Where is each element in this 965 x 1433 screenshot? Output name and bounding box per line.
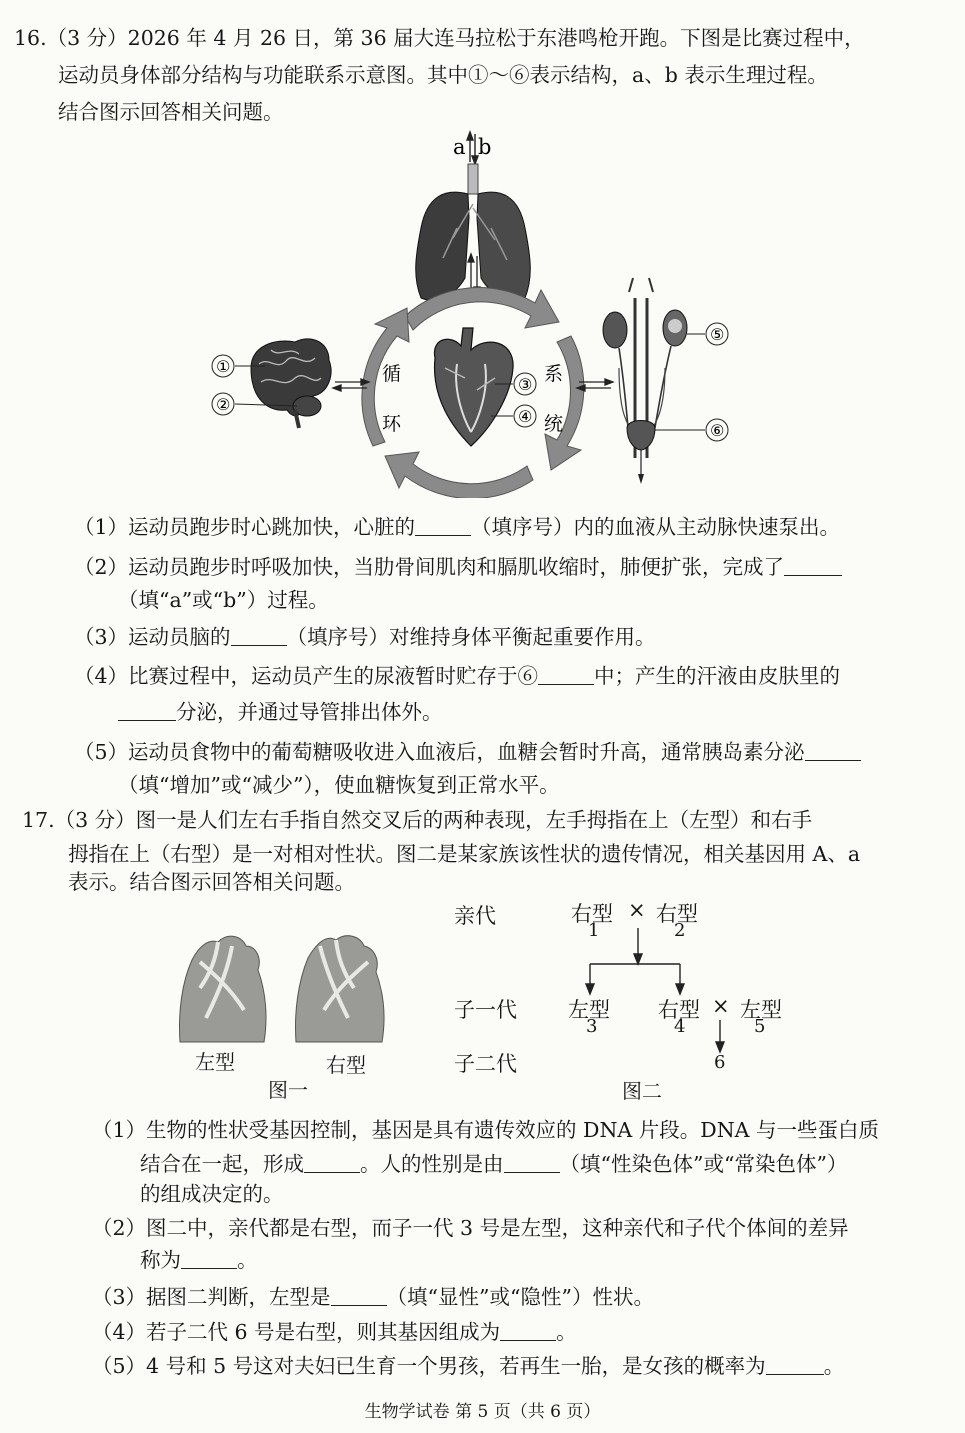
mark-5: ⑤ <box>710 325 725 344</box>
individual-1-trait: 右型 <box>571 902 613 926</box>
q16-sub4-answer-blank-1[interactable] <box>538 664 594 685</box>
right-type-hands-icon <box>296 936 385 1042</box>
fig1-right-label: 右型 <box>326 1053 366 1077</box>
lungs-icon <box>416 164 531 300</box>
q17-sub1-answer-blank-2[interactable] <box>504 1152 560 1173</box>
q16-sub2-answer-blank[interactable] <box>784 555 842 576</box>
q17-sub1-cont: 结合在一起，形成 。人的性别是由 （填“性染色体”或“常染色体”） <box>140 1152 848 1176</box>
q17-stem-line2: 拇指在上（右型）是一对相对性状。图二是某家族该性状的遗传情况，相关基因用 A、a <box>68 842 861 866</box>
q16-sub3-answer-blank[interactable] <box>231 625 287 646</box>
q17-sub2-cont: 称为 。 <box>140 1248 258 1272</box>
individual-5-number: 5 <box>754 1016 766 1037</box>
individual-1-number: 1 <box>588 920 600 941</box>
q16-sub4-cont: 分泌，并通过导管排出体外。 <box>118 698 443 726</box>
hands-figure <box>170 922 400 1047</box>
loop-char-3: 系 <box>544 363 564 385</box>
fig1-left-label: 左型 <box>195 1050 235 1074</box>
loop-char-1: 循 <box>382 363 402 385</box>
left-type-hands-icon <box>180 936 267 1042</box>
q17-sub1: （1）生物的性状受基因控制，基因是具有遗传效应的 DNA 片段。DNA 与一些蛋白质 <box>92 1118 879 1142</box>
page-footer: 生物学试卷 第 5 页（共 6 页） <box>364 1402 601 1422</box>
ab-arrows-icon <box>467 132 478 164</box>
individual-6-number: 6 <box>714 1052 726 1073</box>
mark-4: ④ <box>518 407 533 426</box>
q17-sub4-answer-blank[interactable] <box>500 1320 556 1341</box>
loop-char-4: 统 <box>544 413 564 435</box>
body-systems-diagram <box>195 128 755 498</box>
gen-f2-label: 子二代 <box>454 1052 517 1076</box>
q17-sub3-answer-blank[interactable] <box>331 1285 387 1306</box>
q16-stem-line3: 结合图示回答相关问题。 <box>58 100 284 124</box>
q16-sub5-cont: （填“增加”或“减少”），使血糖恢复到正常水平。 <box>118 773 560 797</box>
urinary-system-icon <box>603 278 687 484</box>
individual-5-trait: 左型 <box>740 998 782 1022</box>
fig2-caption: 图二 <box>622 1079 662 1103</box>
q17-sub2-answer-blank[interactable] <box>181 1248 237 1269</box>
q16-sub3: （3）运动员脑的 （填序号）对维持身体平衡起重要作用。 <box>74 625 656 649</box>
mark-1: ① <box>216 357 231 376</box>
q17-sub1-answer-blank-1[interactable] <box>304 1152 360 1173</box>
parent-cross-symbol: × <box>628 898 646 922</box>
label-a: a <box>453 135 466 159</box>
mark-2: ② <box>216 395 231 414</box>
q16-sub4-answer-blank-2[interactable] <box>118 700 176 721</box>
loop-char-2: 环 <box>382 413 402 435</box>
label-b: b <box>478 135 492 159</box>
f1-cross-symbol: × <box>712 994 730 1018</box>
q16-stem-line2: 运动员身体部分结构与功能联系示意图。其中①～⑥表示结构，a、b 表示生理过程。 <box>58 63 828 87</box>
individual-3-trait: 左型 <box>568 998 610 1022</box>
individual-2-number: 2 <box>674 920 686 941</box>
q17-sub2: （2）图二中，亲代都是右型，而子一代 3 号是左型，这种亲代和子代个体间的差异 <box>92 1216 849 1240</box>
q16-sub1-answer-blank[interactable] <box>415 515 471 536</box>
q16-sub1: （1）运动员跑步时心跳加快，心脏的 （填序号）内的血液从主动脉快速泵出。 <box>74 515 841 539</box>
q17-sub4: （4）若子二代 6 号是右型，则其基因组成为 。 <box>92 1320 577 1344</box>
pedigree-lines <box>560 920 780 1060</box>
fig1-caption: 图一 <box>268 1078 308 1102</box>
mark-3: ③ <box>518 375 533 394</box>
q16-stem-line1: 16.（3 分）2026 年 4 月 26 日，第 36 届大连马拉松于东港鸣枪开跑。下图是比赛过程中， <box>14 26 865 50</box>
q17-sub5: （5）4 号和 5 号这对夫妇已生育一个男孩，若再生一胎，是女孩的概率为 。 <box>92 1354 845 1378</box>
individual-3-number: 3 <box>586 1016 598 1037</box>
gen-f1-label: 子一代 <box>454 998 517 1022</box>
gen-parent-label: 亲代 <box>454 904 496 928</box>
mark-6: ⑥ <box>710 421 725 440</box>
q17-sub1-end: 的组成决定的。 <box>140 1182 284 1206</box>
q16-sub2-cont: （填“a”或“b”）过程。 <box>118 588 329 612</box>
q16-sub4: （4）比赛过程中，运动员产生的尿液暂时贮存于⑥ 中；产生的汗液由皮肤里的 <box>74 664 841 688</box>
brain-icon <box>251 339 331 428</box>
individual-4-trait: 右型 <box>658 998 700 1022</box>
q16-sub5: （5）运动员食物中的葡萄糖吸收进入血液后，血糖会暂时升高，通常胰岛素分泌 <box>74 738 861 766</box>
individual-4-number: 4 <box>674 1016 686 1037</box>
q17-sub5-answer-blank[interactable] <box>766 1354 824 1375</box>
q17-sub3: （3）据图二判断，左型是 （填“显性”或“隐性”）性状。 <box>92 1285 654 1309</box>
q17-stem-line1: 17.（3 分）图一是人们左右手指自然交叉后的两种表现，左手拇指在上（左型）和右手 <box>22 808 813 832</box>
q17-stem-line3: 表示。结合图示回答相关问题。 <box>68 870 355 894</box>
individual-2-trait: 右型 <box>656 902 698 926</box>
heart-icon <box>434 328 513 446</box>
q16-sub2: （2）运动员跑步时呼吸加快，当肋骨间肌肉和膈肌收缩时，肺便扩张，完成了 <box>74 553 842 581</box>
q16-sub5-answer-blank[interactable] <box>805 740 861 761</box>
